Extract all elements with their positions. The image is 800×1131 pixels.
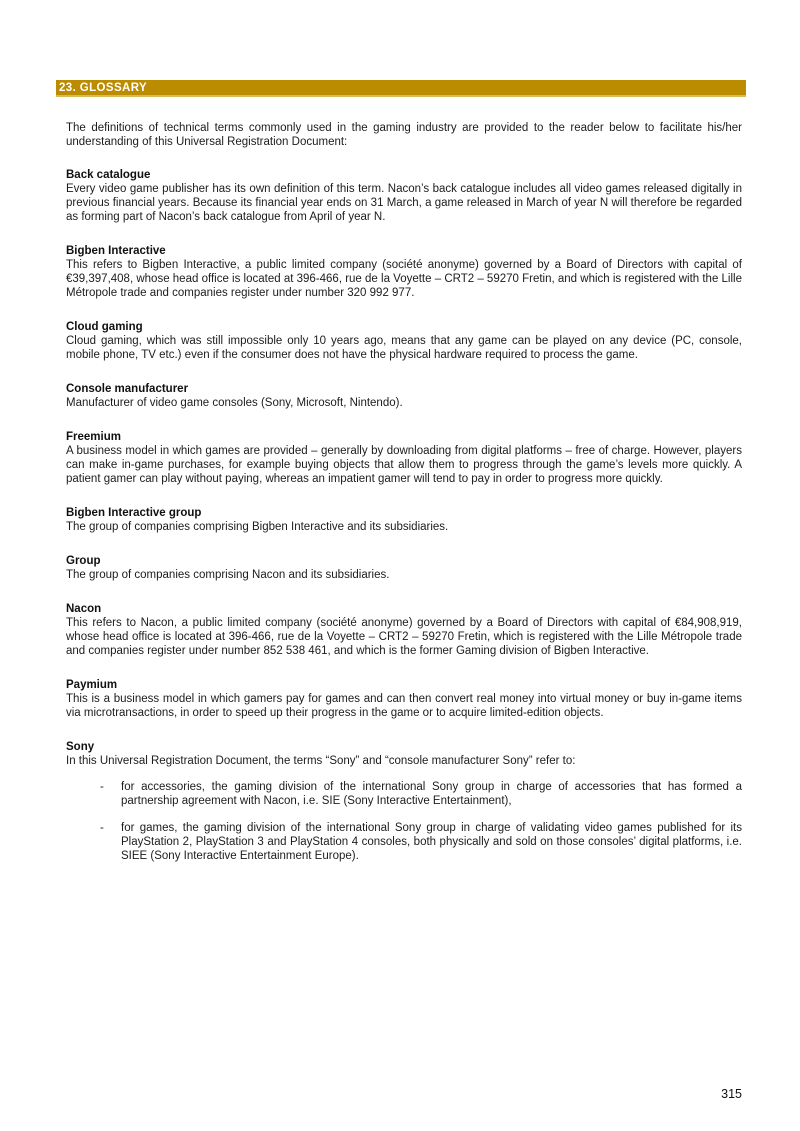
glossary-definition: This is a business model in which gamers pay for games and can then convert real money into virtual money or buy in-game items via microtransactions, in order to speed up their progress in the game or to acquire limited-edition objects. (66, 693, 742, 719)
glossary-definition: Cloud gaming, which was still impossible only 10 years ago, means that any game can be played on any device (PC, console, mobile phone, TV etc.) even if the consumer does not have the physical hardware required to process the game. (66, 335, 742, 361)
glossary-entry-bigben-interactive (66, 244, 742, 300)
glossary-term: Nacon (66, 603, 102, 615)
glossary-term: Paymium (66, 679, 118, 691)
glossary-definition: This refers to Nacon, a public limited company (société anonyme) governed by a Board of Directors with capital of €84,908,919, whose head office is located at 396-466, rue de la Voyette – CRT2 – 59270 Fretin, which is registered with the Lille Métropole trade and companies register under number 852 538 461, and which is the former Gaming division of Bigben Interactive. (66, 617, 742, 657)
glossary-term: Console manufacturer (66, 383, 189, 395)
bullet-text: for accessories, the gaming division of the international Sony group in charge of accessories that has formed a partnership agreement with Nacon, i.e. SIE (Sony Interactive Entertainment), (121, 781, 742, 807)
glossary-entry-sony (66, 740, 742, 863)
glossary-term: Sony (66, 741, 95, 753)
glossary-entry-cloud-gaming (66, 320, 742, 362)
glossary-entry-bigben-interactive-group (66, 506, 742, 534)
glossary-definition: The group of companies comprising Bigben Interactive and its subsidiaries. (66, 521, 449, 533)
glossary-entry-paymium (66, 678, 742, 720)
bullet-dash: - (100, 781, 104, 793)
glossary-term: Back catalogue (66, 169, 151, 181)
glossary-term: Bigben Interactive (66, 245, 166, 257)
glossary-term: Group (66, 555, 101, 567)
section-header-bar (56, 80, 746, 97)
list-item (66, 821, 742, 863)
bullet-text: for games, the gaming division of the international Sony group in charge of validating video games published for its PlayStation 2, PlayStation 3 and PlayStation 4 consoles, both physically and sold on those consoles’ digital platforms, i.e. SIEE (Sony Interactive Entertainment Europe). (121, 822, 742, 862)
list-item (66, 780, 742, 808)
bullet-dash: - (100, 822, 104, 834)
glossary-definition: Manufacturer of video game consoles (Sony, Microsoft, Nintendo). (66, 397, 403, 409)
glossary-content (66, 121, 742, 863)
intro-paragraph: The definitions of technical terms commonly used in the gaming industry are provided to the reader below to facilitate his/her understanding of this Universal Registration Document: (66, 122, 742, 148)
glossary-term: Freemium (66, 431, 121, 443)
glossary-term: Bigben Interactive group (66, 507, 202, 519)
glossary-entry-group (66, 554, 742, 582)
glossary-entry-back-catalogue (66, 168, 742, 224)
glossary-entry-freemium (66, 430, 742, 486)
glossary-definition: A business model in which games are provided – generally by downloading from digital platforms – free of charge. However, players can make in-game purchases, for example buying objects that allow them to progress through the game’s levels more quickly. A patient gamer can play without paying, whereas an impatient gamer will tend to pay in order to progress more quickly. (66, 445, 742, 485)
glossary-definition: In this Universal Registration Document, the terms “Sony” and “console manufacturer Sony” refer to: (66, 755, 576, 767)
glossary-term: Cloud gaming (66, 321, 143, 333)
page-number: 315 (721, 1087, 742, 1101)
glossary-definition: The group of companies comprising Nacon and its subsidiaries. (66, 569, 390, 581)
glossary-entry-console-manufacturer (66, 382, 742, 410)
section-title: 23. GLOSSARY (59, 82, 148, 94)
glossary-entry-nacon (66, 602, 742, 658)
glossary-definition: This refers to Bigben Interactive, a public limited company (société anonyme) governed by a Board of Directors with capital of €39,397,408, whose head office is located at 396-466, rue de la Voyette – CRT2 – 59270 Fretin, and which is registered with the Lille Métropole trade and companies register under number 320 992 977. (66, 259, 742, 299)
sony-bullet-list (66, 780, 742, 863)
glossary-definition: Every video game publisher has its own definition of this term. Nacon’s back catalogue includes all video games released digitally in previous financial years. Because its financial year ends on 31 March, a game released in March of year N will therefore be regarded as forming part of Nacon’s back catalogue from April of year N. (66, 183, 742, 223)
